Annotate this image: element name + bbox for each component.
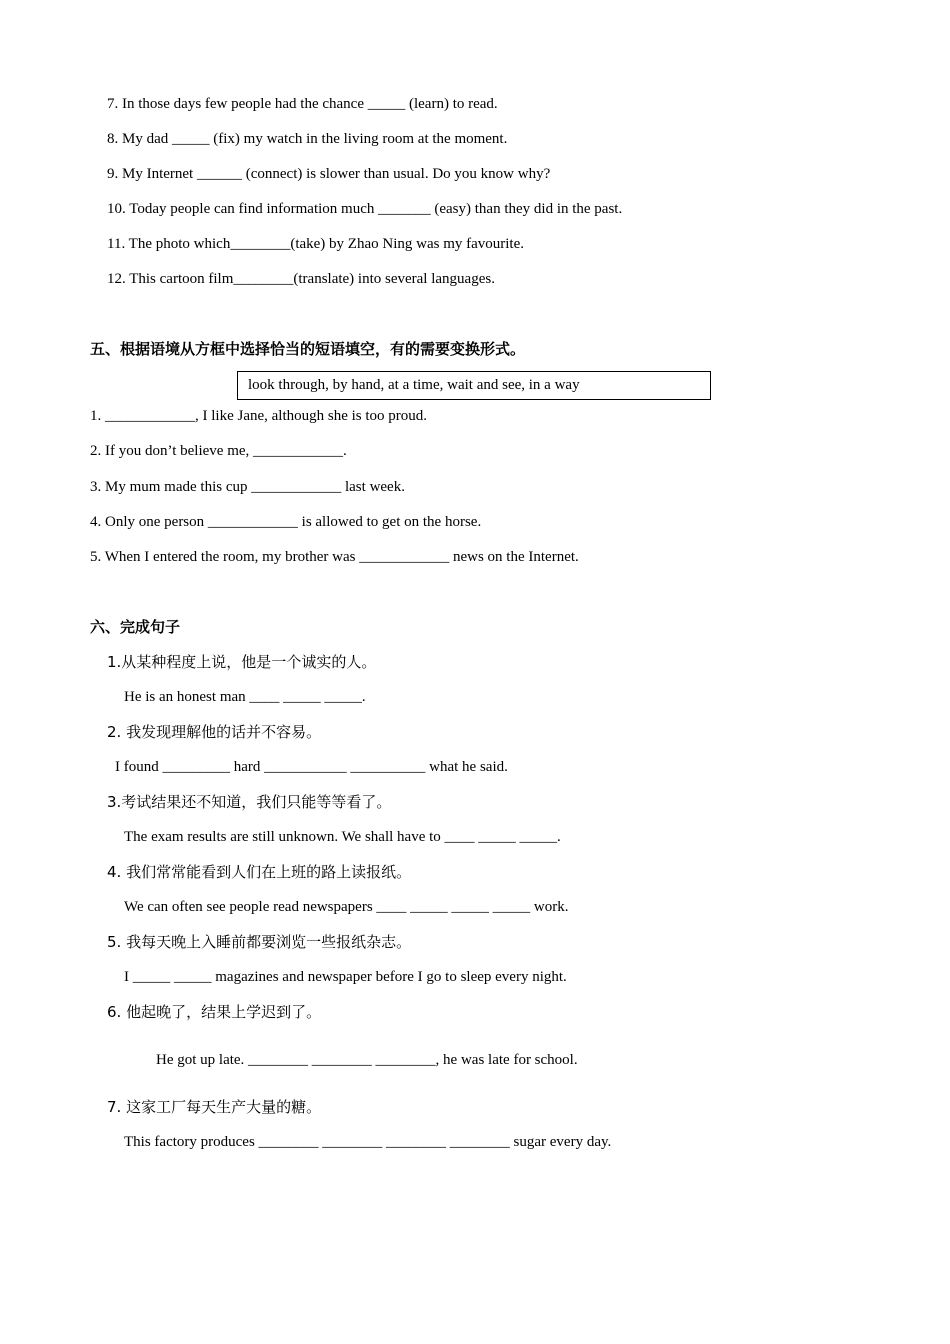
phrase-item-1: 1. ____________, I like Jane, although she is too proud. xyxy=(90,408,428,424)
exercise-item-11: 11. The photo which________(take) by Zhao Ning was my favourite. xyxy=(107,236,524,252)
phrase-item-2: 2. If you don’t believe me, ____________. xyxy=(90,443,347,459)
sentence-2-english: I found _________ hard ___________ __________ what he said. xyxy=(115,759,508,775)
phrase-item-3: 3. My mum made this cup ____________ last week. xyxy=(90,479,405,495)
exercise-item-7: 7. In those days few people had the chance _____ (learn) to read. xyxy=(107,96,498,112)
exercise-item-10: 10. Today people can find information much _______ (easy) than they did in the past. xyxy=(107,201,623,217)
section-6-title: 六、完成句子 xyxy=(90,618,181,636)
sentence-3-chinese: 3.考试结果还不知道，我们只能等等看了。 xyxy=(107,793,392,811)
sentence-4-english: We can often see people read newspapers ____ _____ _____ _____ work. xyxy=(124,899,569,915)
sentence-1-english: He is an honest man ____ _____ _____. xyxy=(124,689,366,705)
sentence-6-english: He got up late. ________ ________ ________, he was late for school. xyxy=(156,1052,578,1068)
sentence-6-chinese: 6. 他起晚了，结果上学迟到了。 xyxy=(107,1003,322,1021)
phrase-item-4: 4. Only one person ____________ is allowed to get on the horse. xyxy=(90,514,482,530)
sentence-7-english: This factory produces ________ ________ ________ ________ sugar every day. xyxy=(124,1134,612,1150)
phrase-box-text: look through, by hand, at a time, wait and see, in a way xyxy=(248,377,580,393)
sentence-7-chinese: 7. 这家工厂每天生产大量的糖。 xyxy=(107,1098,322,1116)
exercise-item-8: 8. My dad _____ (fix) my watch in the living room at the moment. xyxy=(107,131,508,147)
phrase-item-5: 5. When I entered the room, my brother was ____________ news on the Internet. xyxy=(90,549,579,565)
exercise-item-12: 12. This cartoon film________(translate) into several languages. xyxy=(107,271,495,287)
sentence-5-english: I _____ _____ magazines and newspaper before I go to sleep every night. xyxy=(124,969,567,985)
section-5-title: 五、根据语境从方框中选择恰当的短语填空，有的需要变换形式。 xyxy=(90,340,526,358)
sentence-3-english: The exam results are still unknown. We shall have to ____ _____ _____. xyxy=(124,829,561,845)
exercise-item-9: 9. My Internet ______ (connect) is slower than usual. Do you know why? xyxy=(107,166,551,182)
sentence-2-chinese: 2. 我发现理解他的话并不容易。 xyxy=(107,723,322,741)
sentence-1-chinese: 1.从某种程度上说，他是一个诚实的人。 xyxy=(107,653,377,671)
phrase-box xyxy=(237,371,711,400)
sentence-4-chinese: 4. 我们常常能看到人们在上班的路上读报纸。 xyxy=(107,863,412,881)
sentence-5-chinese: 5. 我每天晚上入睡前都要浏览一些报纸杂志。 xyxy=(107,933,412,951)
